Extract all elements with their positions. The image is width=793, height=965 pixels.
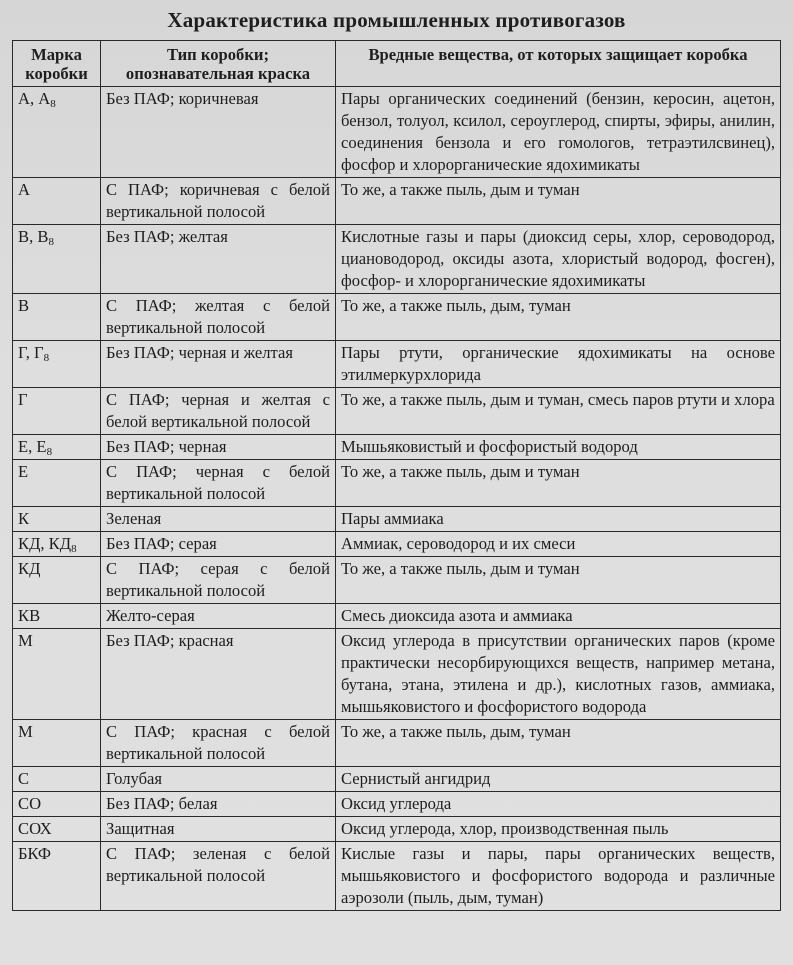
- cell-mark: [13, 792, 101, 817]
- table-row: [13, 460, 781, 507]
- cell-substances: Кислотные газы и пары (диоксид серы, хлор, сероводород, циановодород, оксиды азота, хлористый водород, фосген), фосфор- и хлорорганические ядохимикаты: [336, 225, 781, 294]
- cell-type: С ПАФ; зеленая с белой вертикальной полосой: [101, 842, 336, 911]
- table-row: [13, 842, 781, 911]
- cell-type: Голубая: [101, 767, 336, 792]
- mark-text: А, А: [18, 89, 51, 108]
- table-row: [13, 435, 781, 460]
- cell-substances: Смесь диоксида азота и аммиака: [336, 604, 781, 629]
- cell-substances: То же, а также пыль, дым и туман: [336, 178, 781, 225]
- mark-subscript: 8: [71, 543, 77, 555]
- table-row: [13, 557, 781, 604]
- cell-substances: Оксид углерода: [336, 792, 781, 817]
- cell-type: Без ПАФ; белая: [101, 792, 336, 817]
- mark-text: СО: [18, 794, 42, 813]
- cell-type: Защитная: [101, 817, 336, 842]
- mark-text: В: [18, 296, 30, 315]
- mark-text: С: [18, 769, 30, 788]
- table-row: [13, 341, 781, 388]
- cell-substances: То же, а также пыль, дым и туман: [336, 460, 781, 507]
- cell-substances: То же, а также пыль, дым, туман: [336, 294, 781, 341]
- cell-substances: Аммиак, сероводород и их смеси: [336, 532, 781, 557]
- cell-type: Желто-серая: [101, 604, 336, 629]
- cell-mark: [13, 178, 101, 225]
- cell-type: Без ПАФ; красная: [101, 629, 336, 720]
- mark-text: КВ: [18, 606, 41, 625]
- cell-substances: То же, а также пыль, дым и туман, смесь паров ртути и хлора: [336, 388, 781, 435]
- cell-substances: То же, а также пыль, дым, туман: [336, 720, 781, 767]
- cell-type: Без ПАФ; коричневая: [101, 87, 336, 178]
- cell-mark: [13, 294, 101, 341]
- cell-substances: Кислые газы и пары, пары органических веществ, мышьяковистого и фосфористого водорода и различные аэрозоли (пыль, дым, туман): [336, 842, 781, 911]
- mark-subscript: 8: [50, 98, 56, 110]
- mark-text: Г: [18, 390, 28, 409]
- table-row: [13, 87, 781, 178]
- cell-mark: [13, 532, 101, 557]
- cell-mark: [13, 507, 101, 532]
- mark-subscript: 8: [48, 236, 54, 248]
- cell-type: С ПАФ; черная с белой вертикальной полосой: [101, 460, 336, 507]
- cell-mark: [13, 842, 101, 911]
- mark-text: М: [18, 722, 33, 741]
- table-body: [13, 87, 781, 911]
- cell-type: Без ПАФ; серая: [101, 532, 336, 557]
- table-row: [13, 294, 781, 341]
- table-row: [13, 629, 781, 720]
- cell-substances: То же, а также пыль, дым и туман: [336, 557, 781, 604]
- cell-mark: [13, 767, 101, 792]
- cell-mark: [13, 817, 101, 842]
- mark-text: Г, Г: [18, 343, 44, 362]
- table-row: [13, 507, 781, 532]
- cell-substances: Пары органических соединений (бензин, керосин, ацетон, бензол, толуол, ксилол, сероуглерод, спирты, эфиры, анилин, соединения бензола и его гомологов, тетраэтилсвинец), фосфор и хлорорганические ядохимикаты: [336, 87, 781, 178]
- mark-text: КД: [18, 559, 41, 578]
- cell-mark: [13, 557, 101, 604]
- mark-text: В, В: [18, 227, 49, 246]
- table-header-row: [13, 41, 781, 87]
- cell-substances: Сернистый ангидрид: [336, 767, 781, 792]
- table-title: Характеристика промышленных противогазов: [167, 8, 626, 32]
- cell-mark: [13, 629, 101, 720]
- mark-text: КД, КД: [18, 534, 72, 553]
- table-row: [13, 720, 781, 767]
- mark-text: Е: [18, 462, 29, 481]
- cell-substances: Пары аммиака: [336, 507, 781, 532]
- cell-type: Без ПАФ; черная и желтая: [101, 341, 336, 388]
- cell-type: Зеленая: [101, 507, 336, 532]
- mark-subscript: 8: [43, 352, 50, 364]
- cell-type: С ПАФ; желтая с белой вертикальной полосой: [101, 294, 336, 341]
- cell-type: С ПАФ; коричневая с белой вертикальной полосой: [101, 178, 336, 225]
- mark-text: М: [18, 631, 33, 650]
- header-type: Тип коробки; опознавательная краска: [101, 41, 336, 87]
- mark-text: К: [18, 509, 30, 528]
- cell-type: Без ПАФ; черная: [101, 435, 336, 460]
- table-row: [13, 225, 781, 294]
- cell-mark: [13, 225, 101, 294]
- cell-mark: [13, 388, 101, 435]
- cell-substances: Оксид углерода в присутствии органических паров (кроме практически несорбирующихся веществ, например метана, бутана, этана, этилена и др.), кислотных газов, аммиака, мышьяковистого и фосфористого водорода: [336, 629, 781, 720]
- table-row: [13, 388, 781, 435]
- cell-type: С ПАФ; серая с белой вертикальной полосой: [101, 557, 336, 604]
- header-mark: Марка коробки: [13, 41, 101, 87]
- mark-text: СОХ: [18, 819, 52, 838]
- cell-type: Без ПАФ; желтая: [101, 225, 336, 294]
- table-row: [13, 178, 781, 225]
- mark-text: БКФ: [18, 844, 51, 863]
- table-row: [13, 532, 781, 557]
- table-row: [13, 767, 781, 792]
- mark-subscript: 8: [46, 446, 53, 458]
- cell-mark: [13, 604, 101, 629]
- cell-substances: Мышьяковистый и фосфористый водород: [336, 435, 781, 460]
- gas-mask-table: [12, 40, 781, 911]
- header-substances: Вредные вещества, от которых защищает коробка: [336, 41, 781, 87]
- table-row: [13, 817, 781, 842]
- table-row: [13, 792, 781, 817]
- cell-mark: [13, 435, 101, 460]
- cell-mark: [13, 87, 101, 178]
- table-row: [13, 604, 781, 629]
- cell-mark: [13, 460, 101, 507]
- mark-text: Е, Е: [18, 437, 47, 456]
- cell-substances: Пары ртути, органические ядохимикаты на основе этилмеркурхлорида: [336, 341, 781, 388]
- cell-mark: [13, 720, 101, 767]
- cell-substances: Оксид углерода, хлор, производственная пыль: [336, 817, 781, 842]
- cell-type: С ПАФ; красная с белой вертикальной полосой: [101, 720, 336, 767]
- cell-mark: [13, 341, 101, 388]
- cell-type: С ПАФ; черная и желтая с белой вертикальной полосой: [101, 388, 336, 435]
- mark-text: А: [18, 180, 30, 199]
